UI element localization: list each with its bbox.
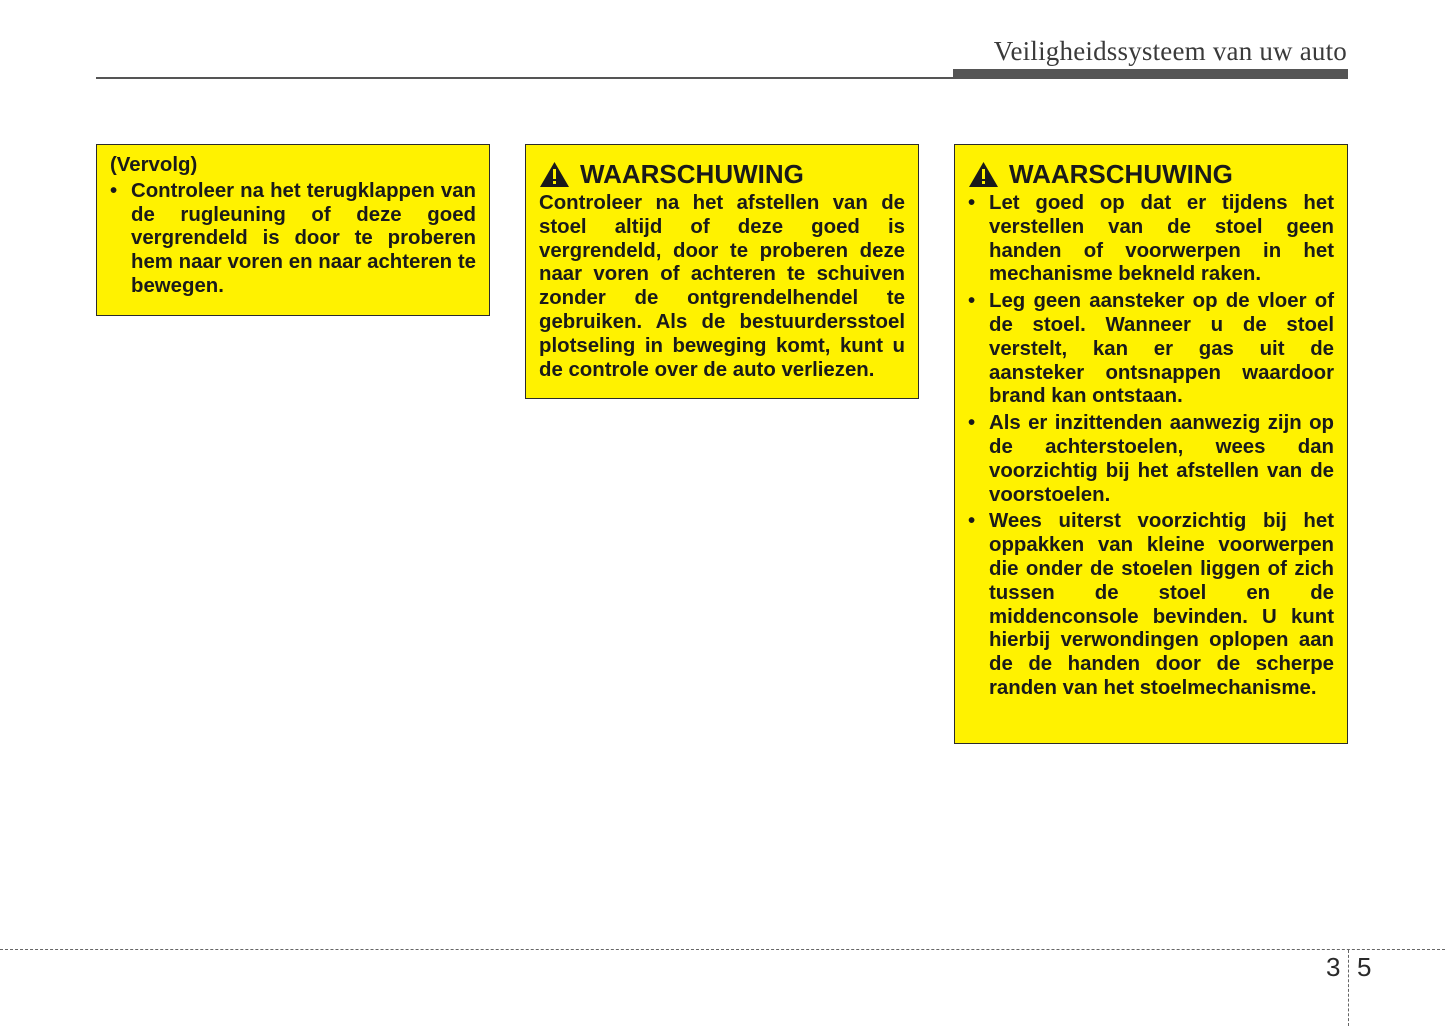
warning-paragraph: Controleer na het afstellen van de stoel altijd of deze goed is vergrendeld, door te proberen deze naar voren of achteren te schuiven zonder de ontgrendelhendel te gebruiken. Als de bestuurdersstoel plotseling in beweging komt, kunt u de controle over de auto verliezen.: [539, 192, 905, 381]
bullet-text: Leg geen aansteker op de vloer of de stoel. Wanneer u de stoel verstelt, kan er gas uit de aansteker ontsnappen waardoor brand kan ontstaan.: [989, 290, 1334, 408]
header-tab-bar: [953, 69, 1348, 79]
bullet-dot: •: [968, 192, 976, 214]
footer-page-divider: [1348, 950, 1349, 1026]
bullet-item: [968, 510, 1334, 700]
warning-triangle-icon: [539, 161, 570, 188]
bullet-text: Let goed op dat er tijdens het verstellen van de stoel geen handen of voorwerpen in het mechanisme bekneld raken.: [989, 192, 1334, 286]
bullet-item: [110, 180, 476, 299]
warning-bullet-list: [968, 192, 1334, 701]
bullet-dot: •: [110, 179, 118, 202]
header-title: Veiligheidssysteem van uw auto: [993, 36, 1347, 66]
warning-heading-text: WAARSCHUWING: [1009, 159, 1233, 189]
bullet-item: [968, 412, 1334, 507]
continued-bullet-list: [110, 180, 476, 299]
bullet-text: Als er inzittenden aanwezig zijn op de achterstoelen, wees dan voorzichtig bij het afstellen van de voorstoelen.: [989, 412, 1334, 506]
warning-box-seat-lock: [525, 144, 919, 399]
warning-heading: [539, 159, 905, 189]
bullet-text: Controleer na het terugklappen van de rugleuning of deze goed vergrendeld is door te proberen hem naar voren en naar achteren te bewegen.: [131, 179, 476, 297]
bullet-dot: •: [968, 290, 976, 313]
page-number: 5: [1357, 952, 1372, 982]
bullet-dot: •: [968, 510, 976, 533]
page-chapter-number: 3: [1326, 952, 1341, 982]
bullet-item: [968, 290, 1334, 409]
continued-note-box: [96, 144, 490, 316]
warning-heading-text: WAARSCHUWING: [580, 159, 804, 189]
warning-heading: [968, 159, 1334, 189]
bullet-text: Wees uiterst voorzichtig bij het oppakken van kleine voorwerpen die onder de stoelen liggen of zich tussen de stoel en de middenconsole bevinden. U kunt hierbij verwondingen oplopen aan de de handen door de scherpe randen van het stoelmechanisme.: [989, 510, 1334, 699]
footer-dashed-rule: [0, 949, 1445, 950]
warning-box-adjustment: [954, 144, 1348, 744]
warning-triangle-icon: [968, 161, 999, 188]
bullet-item: [968, 192, 1334, 287]
bullet-dot: •: [968, 412, 976, 435]
continued-label: (Vervolg): [110, 154, 198, 176]
